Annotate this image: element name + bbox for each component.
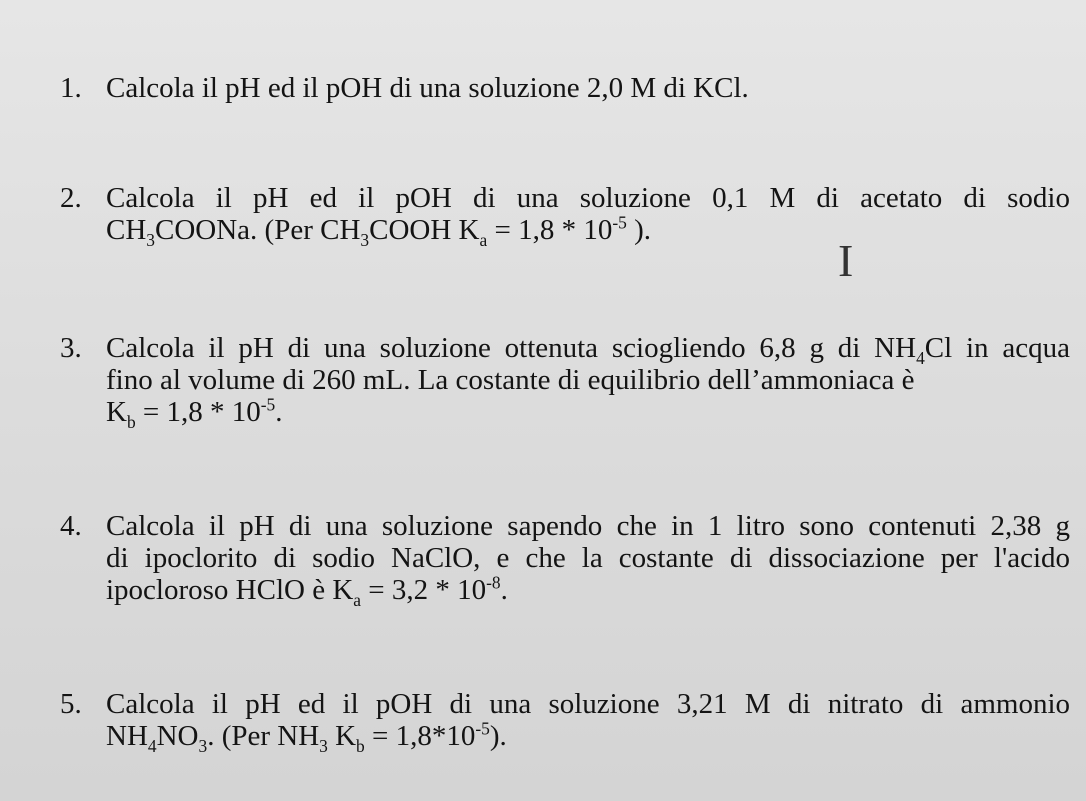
problem-1: [60, 72, 1070, 104]
problem-text-line-2: fino al volume di 260 mL. La costante di equilibrio dell’ammoniaca è: [106, 364, 915, 396]
problem-text-line-1: Calcola il pH ed il pOH di una soluzione 3,21 M di nitrato di ammonio: [106, 688, 1070, 720]
problem-text-line-2: $CH_3COONa$. (Per $CH_3COOH$ $K_a = 1,8 * 10^{-5}$ ).: [106, 212, 651, 250]
problem-text-line-3: ipocloroso HClO è $K_a = 3,2 * 10^{-8}$.: [106, 572, 508, 610]
problem-text: Calcola il pH ed il pOH di una soluzione 2,0 M di KCl.: [106, 72, 749, 104]
problem-text-line-2: $NH_4NO_3$. (Per $NH_3$ $K_b = 1,8*10^{-5}$).: [106, 718, 507, 756]
problem-text-line-2: di ipoclorito di sodio NaClO, e che la costante di dissociazione per l'acido: [106, 542, 1070, 574]
problem-number: 2.: [60, 182, 82, 214]
problem-2: [60, 182, 1070, 250]
problem-text-line-1: Calcola il pH di una soluzione ottenuta sciogliendo 6,8 g di $NH_4Cl$ in acqua: [106, 332, 1070, 368]
problem-number: 3.: [60, 332, 82, 364]
problem-number: 1.: [60, 72, 82, 104]
problem-text-line-3: $K_b = 1,8 * 10^{-5}$.: [106, 394, 283, 432]
problem-4: [60, 510, 1070, 610]
problem-number: 4.: [60, 510, 82, 542]
problem-text-line-1: Calcola il pH di una soluzione sapendo che in 1 litro sono contenuti 2,38 g: [106, 510, 1070, 542]
problem-text-line-1: Calcola il pH ed il pOH di una soluzione 0,1 M di acetato di sodio: [106, 182, 1070, 214]
problem-3: [60, 332, 1070, 432]
problem-5: [60, 688, 1070, 756]
problem-number: 5.: [60, 688, 82, 720]
text-cursor-icon: I: [838, 235, 854, 286]
